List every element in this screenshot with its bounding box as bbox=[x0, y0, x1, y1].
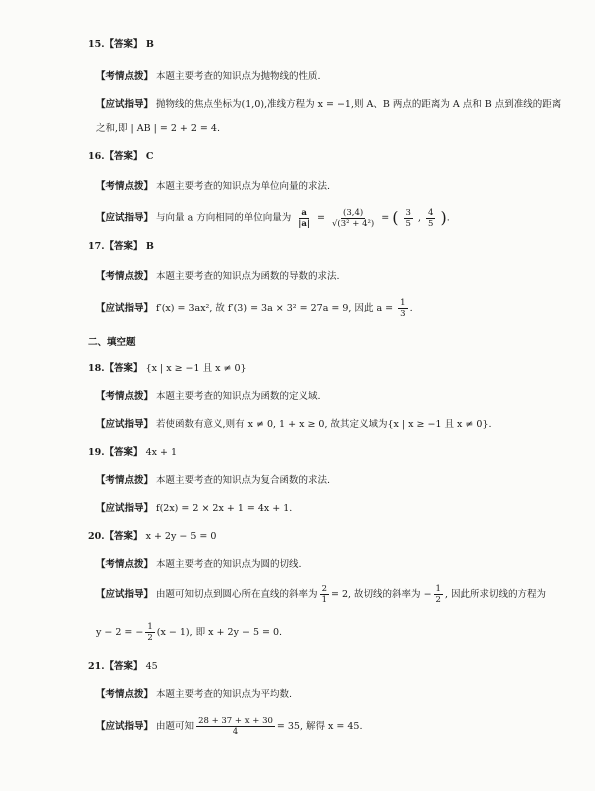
q15-guide bbox=[96, 98, 561, 112]
fraction bbox=[404, 208, 413, 229]
q17-answer: 17.【答案】 B bbox=[88, 241, 154, 252]
q18-answer bbox=[88, 362, 247, 376]
answer-label: 21.【答案】 bbox=[88, 661, 143, 672]
q17-guide bbox=[96, 298, 413, 320]
q18-kaoqing bbox=[96, 390, 321, 404]
guide-text: = 35, 解得 x = 45. bbox=[276, 721, 363, 732]
q15-guide-cont: 之和,即 | AB | = 2 + 2 = 4. bbox=[96, 123, 220, 134]
q16-answer: 16.【答案】 C bbox=[88, 151, 154, 162]
kaoqing-text: 本题主要考查的知识点为单位向量的求法. bbox=[156, 181, 331, 192]
frac-den: 3 bbox=[400, 309, 406, 319]
frac-den: 1 bbox=[321, 595, 327, 605]
kaoqing-label: 【考情点拨】 bbox=[96, 391, 154, 402]
guide-text: 与向量 a 方向相同的单位向量为 bbox=[156, 212, 292, 224]
fraction bbox=[330, 208, 376, 229]
guide-text: 若使函数有意义,则有 x ≠ 0, 1 + x ≥ 0, 故其定义域为{x | x ≥ −1 且 x ≠ 0}. bbox=[156, 419, 492, 430]
guide-text: (x − 1), 即 x + 2y − 5 = 0. bbox=[156, 627, 283, 638]
q21-guide bbox=[96, 716, 362, 738]
q17-kaoqing bbox=[96, 270, 340, 284]
guide-label: 【应试指导】 bbox=[96, 303, 154, 314]
frac-num: 3 bbox=[405, 207, 411, 218]
guide-label: 【应试指导】 bbox=[96, 212, 154, 224]
answer-value: 45 bbox=[145, 661, 158, 672]
frac-den: 4 bbox=[232, 727, 239, 737]
kaoqing-text: 本题主要考查的知识点为函数的定义域. bbox=[156, 391, 321, 402]
q20-answer bbox=[88, 530, 216, 544]
guide-text: 由题可知 bbox=[156, 721, 195, 732]
q19-answer bbox=[88, 446, 177, 460]
kaoqing-text: 本题主要考查的知识点为复合函数的求法. bbox=[156, 475, 331, 486]
frac-num: 4 bbox=[428, 207, 434, 218]
guide-text: 抛物线的焦点坐标为(1,0),准线方程为 x = −1,则 A、B 两点的距离为 A 点和 B 点到准线的距离 bbox=[156, 99, 562, 110]
answer-value: 4x + 1 bbox=[145, 447, 178, 458]
kaoqing-text: 本题主要考查的知识点为平均数. bbox=[156, 689, 293, 700]
fraction bbox=[145, 622, 154, 643]
kaoqing-text: 本题主要考查的知识点为函数的导数的求法. bbox=[156, 271, 340, 282]
q16-kaoqing bbox=[96, 180, 330, 194]
right-paren: ) bbox=[440, 208, 447, 227]
kaoqing-label: 【考情点拨】 bbox=[96, 71, 154, 82]
answer-value: {x | x ≥ −1 且 x ≠ 0} bbox=[145, 363, 247, 374]
q19-kaoqing bbox=[96, 474, 330, 488]
fraction bbox=[320, 584, 329, 605]
q19-guide bbox=[96, 502, 292, 516]
guide-label: 【应试指导】 bbox=[96, 503, 154, 514]
kaoqing-label: 【考情点拨】 bbox=[96, 559, 154, 570]
answer-label: 19.【答案】 bbox=[88, 447, 143, 458]
left-paren: ( bbox=[392, 208, 399, 227]
section-title: 二、填空题 bbox=[88, 337, 136, 348]
q20-guide bbox=[96, 584, 546, 606]
frac-num: a bbox=[301, 207, 307, 218]
q16-guide bbox=[96, 206, 450, 231]
frac-den: |a| bbox=[298, 218, 310, 229]
guide-label: 【应试指导】 bbox=[96, 99, 154, 110]
period: . bbox=[446, 212, 450, 224]
frac-num: 28 + 37 + x + 30 bbox=[198, 716, 273, 726]
kaoqing-label: 【考情点拨】 bbox=[96, 271, 154, 282]
guide-text: = 2, 故切线的斜率为 − bbox=[330, 589, 432, 600]
guide-text: , 因此所求切线的方程为 bbox=[444, 589, 546, 600]
fraction bbox=[434, 584, 443, 605]
kaoqing-text: 本题主要考查的知识点为圆的切线. bbox=[156, 559, 302, 570]
q20-kaoqing bbox=[96, 558, 302, 572]
kaoqing-label: 【考情点拨】 bbox=[96, 475, 154, 486]
q15-kaoqing bbox=[96, 70, 321, 84]
equals: = bbox=[381, 212, 393, 224]
equals: = bbox=[317, 212, 329, 224]
q20-guide-cont bbox=[96, 622, 282, 644]
kaoqing-label: 【考情点拨】 bbox=[96, 181, 154, 192]
fraction bbox=[426, 208, 435, 229]
frac-den: √(3² + 4²) bbox=[332, 218, 375, 229]
frac-num: (3,4) bbox=[343, 207, 364, 218]
frac-num: 2 bbox=[321, 584, 327, 594]
kaoqing-text: 本题主要考查的知识点为抛物线的性质. bbox=[156, 71, 321, 82]
frac-num: 1 bbox=[435, 584, 441, 594]
answer-label: 20.【答案】 bbox=[88, 531, 143, 542]
frac-den: 5 bbox=[405, 218, 411, 229]
answer-value: x + 2y − 5 = 0 bbox=[145, 531, 217, 542]
period: . bbox=[409, 303, 413, 314]
comma: , bbox=[417, 212, 422, 224]
fraction bbox=[296, 208, 312, 229]
guide-label: 【应试指导】 bbox=[96, 589, 154, 600]
guide-text: 由题可知切点到圆心所在直线的斜率为 bbox=[156, 589, 318, 600]
guide-text: f′(x) = 3ax², 故 f′(3) = 3a × 3² = 27a = 9, 因此 a = bbox=[156, 303, 397, 314]
frac-num: 1 bbox=[147, 622, 153, 632]
fraction bbox=[398, 298, 407, 319]
guide-label: 【应试指导】 bbox=[96, 721, 154, 732]
answer-label: 18.【答案】 bbox=[88, 363, 143, 374]
q15-answer: 15.【答案】 B bbox=[88, 39, 154, 50]
q21-kaoqing bbox=[96, 688, 292, 702]
frac-den: 5 bbox=[428, 218, 434, 229]
kaoqing-label: 【考情点拨】 bbox=[96, 689, 154, 700]
fraction bbox=[196, 716, 275, 737]
frac-num: 1 bbox=[400, 298, 406, 308]
guide-text: f(2x) = 2 × 2x + 1 = 4x + 1. bbox=[156, 503, 293, 514]
q18-guide bbox=[96, 418, 492, 432]
frac-den: 2 bbox=[147, 633, 153, 643]
guide-label: 【应试指导】 bbox=[96, 419, 154, 430]
guide-text: y − 2 = − bbox=[96, 627, 144, 638]
q21-answer bbox=[88, 660, 158, 674]
frac-den: 2 bbox=[435, 595, 441, 605]
